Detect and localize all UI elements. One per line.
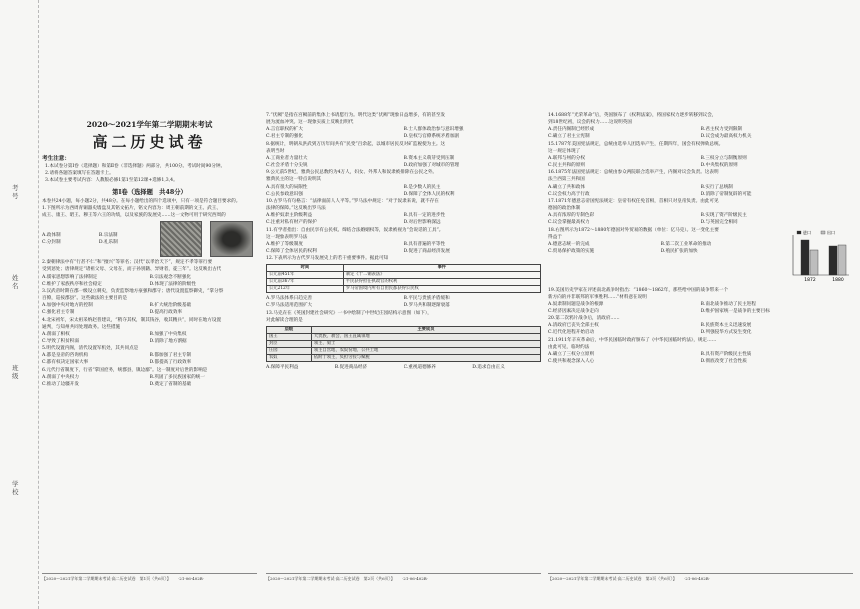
answer-option: A.清政府已丧失全部主权: [548, 323, 599, 329]
answer-option: D.殖民扩张的加快: [660, 248, 698, 254]
answer-option: C.都有权决定国家大事: [42, 360, 89, 366]
notice-line: 1.本试卷分第Ⅰ卷（选择题）和第Ⅱ卷（非选择题）两部分，共100分。考试时间90分钟。: [45, 164, 226, 170]
question-text: 17.1871年德意志帝国宪法规定：皇帝有权任免首相，首相只对皇帝负责。由此可见: [548, 198, 719, 204]
answer-option: B.具有普遍的平等性: [403, 241, 446, 247]
question-text: 受到惩处；唐律规定“诸祖父母、父母在，而子孙别籍、异财者，徒三年”。这反映出古代: [42, 267, 222, 273]
answer-option: D.议会成为最高权力机关: [700, 134, 752, 140]
table-cell: 农奴: [267, 354, 312, 361]
question-text: 3.汉武帝时期在郡一级设立刺史，负责监察地方豪强和郡守；唐代设置监察御史，“掌分察: [42, 288, 224, 294]
table-header: 事件: [343, 265, 540, 272]
exam-page-1: [42, 112, 257, 582]
question-text: 百僚，巡按郡县”。这些做法的主要目的是: [42, 296, 128, 302]
answer-option: D.政府加强了对城市的管理: [403, 163, 460, 169]
answer-option: C.罗马法适用范围扩大: [266, 303, 313, 309]
question-text: 展为流血冲突。这一现象实质上反映出明代: [266, 120, 354, 126]
answer-option: A.具有浓厚的专制色彩: [548, 213, 595, 219]
answer-option: D.保障了全体人民的权利: [403, 191, 455, 197]
question-text: 10.古罗马有句格言：“法律面前人人平等。”罗马法中规定：“对于奴隶来说，就不存在: [266, 198, 439, 204]
page-footer: [42, 573, 257, 582]
legend-swatch: [797, 231, 801, 234]
chart-tick-label: 1880: [832, 277, 844, 283]
answer-option: B.具有资产阶级民主性质: [700, 351, 752, 357]
answer-option: B.促进商品经济: [334, 364, 368, 370]
answer-option: D.消除了帝制复辟的可能: [700, 191, 752, 197]
answer-option: D.都提高了行政效率: [149, 360, 192, 366]
answer-option: A.具有很大的局限性: [266, 184, 308, 190]
question-text: 12.下表所示为古代罗马发展史上的若干重要事件。据此可知: [266, 256, 389, 262]
question-text: 1.下图所示为西周青铜器史墙盘及其铭文拓片，铭文内容为：周王朝前期的文王、武王、: [42, 205, 221, 211]
answer-option: B.扩大统治阶级基础: [149, 303, 192, 309]
table-cell: 庄园: [267, 347, 312, 354]
answer-option: B.民族资本主义迅速发展: [700, 323, 752, 329]
table-header: 层级: [267, 326, 312, 333]
binding-label-class: 班级: [12, 364, 19, 380]
answer-option: B.第二次工业革命的推动: [660, 241, 712, 247]
answer-option: D.消除了地方割据: [149, 338, 187, 344]
notice-line: 2.请将各题答案填写在答题卡上。: [45, 171, 114, 177]
question-text: 9.公元前5世纪，雅典公民总数约为4万人，妇女、外邦人和奴隶被排除在公民之外。: [266, 170, 438, 176]
question-text: 表明当时: [266, 148, 285, 154]
binding-label-school: 学校: [12, 480, 19, 496]
answer-option: D.提高行政效率: [149, 310, 183, 316]
footer-page-info: 【2020～2021学年第二学期期末考试·高二历史试卷 第1页（共6页）】: [42, 575, 171, 581]
table-cell: 制定《十二铜表法》: [343, 272, 540, 279]
answer-option: B.平民与贵族矛盾缓和: [403, 296, 450, 302]
answer-option: B.实现了资产阶级民主: [700, 213, 747, 219]
legend-label: 出口: [827, 229, 835, 235]
question-text: 新方向的并非联邦的军事胜利……”材料意在说明: [548, 294, 647, 300]
table-cell: 封臣: [267, 340, 312, 347]
binding-label-name: 姓名: [12, 274, 19, 290]
table-cell: 领主、骑士: [311, 340, 540, 347]
answer-option: D.礼乐制: [98, 240, 118, 246]
table-cell: 公元前367年: [267, 279, 344, 286]
answer-option: D.促进了商品经济发展: [403, 248, 450, 254]
question-text: 5.明代设置内阁，清代设置军机处，其共同点是: [42, 346, 139, 352]
section-description: 本卷共24小题，每小题2分，共48分。在每小题给出的四个选项中，只有一项是符合题目要求的。: [42, 198, 241, 204]
answer-option: A.责任内阁制已经形成: [548, 127, 595, 133]
answer-option: B.巩固了多民族国家的统一: [149, 374, 205, 380]
table-cell: 领主自营地、农奴份地、公共土地: [311, 347, 540, 354]
legend-swatch: [821, 231, 825, 234]
table-row: [267, 354, 541, 361]
question-text: 4.北宋初年，宋太祖采纳赵普建议，“稍夺其权，制其钱谷，收其精兵”，同时在地方设置: [42, 317, 222, 323]
question-text: 由此可见，临时约法: [548, 344, 590, 350]
binding-margin: [0, 0, 39, 609]
answer-option: C.民主共和的原则: [548, 163, 585, 169]
question-text: 7.“伏阙”是指在宫阙前的集体上书请愿行为。明代这类“伏阙”现象日益增多，有的甚至发: [266, 113, 446, 118]
notice-heading: 考生注意：: [42, 156, 70, 162]
table-row: [267, 279, 541, 286]
answer-option: C.维护了家族秩序和社会稳定: [42, 281, 102, 287]
question-text: 20.第二次鸦片战争后，清政府……: [548, 316, 620, 322]
chart-bar: [829, 246, 837, 275]
answer-option: B.宗法制: [98, 233, 118, 239]
answer-option: C.保障了全体居民的权利: [266, 248, 317, 254]
question-text: 6.元代行省制度下，行省“掌国庶务，统郡县，镇边鄙”。这一制度对后世的影响是: [42, 367, 208, 373]
answer-option: C.贸易保护政策的实施: [548, 248, 595, 254]
table-header: 主要成员: [311, 326, 540, 333]
answer-option: A.德意志统一的完成: [548, 241, 590, 247]
answer-option: D.彻底改变了社会性质: [700, 359, 747, 365]
question-text: 对此解读合理的是: [266, 317, 303, 323]
answer-option: A.保障平民利益: [266, 364, 299, 370]
question-text: 8.据统计，明朝从洪武到万历年间共有“民变”百余起，以城市居民反对矿监税使为主。这: [266, 141, 446, 147]
binding-label-exam-number: 考号: [12, 184, 19, 200]
answer-option: D.对后世影响深远: [403, 220, 441, 226]
bronze-vessel-photo: [160, 221, 203, 257]
page-footer: [548, 573, 853, 582]
question-text: 法律的保障。”这反映出罗马法: [266, 206, 326, 212]
answer-option: C.使共和观念深入人心: [548, 359, 595, 365]
answer-option: C.公民参政意识强: [266, 191, 303, 197]
manor-structure-table: [266, 326, 541, 362]
answer-option: B.士人群体政治参与意识增强: [403, 127, 464, 133]
answer-option: D.皇权与官僚系统矛盾加剧: [403, 134, 460, 140]
table-row: [267, 286, 541, 293]
answer-option: A.奴隶制问题是战争的根源: [548, 301, 604, 307]
answer-option: A.政体制: [42, 233, 61, 239]
answer-option: D.追求自由正义: [472, 364, 505, 370]
answer-option: C.强化君主专制: [42, 310, 75, 316]
answer-option: B.都加强了君主专制: [149, 353, 192, 359]
answer-option: A.都是皇帝的咨询机构: [42, 353, 89, 359]
question-text: 成王、康王、昭王、穆王等六王的功绩，以及家族的发展史……这一文物可用于研究西周的: [42, 213, 226, 219]
exam-title: 2020～2021学年第二学期期末考试: [86, 120, 213, 129]
inscription-rubbing-image: [210, 221, 253, 257]
question-text: 13.马克垚在《英国封建社会研究》一书中绘制了中世纪庄园结构示意图（如下），: [266, 310, 432, 316]
answer-option: C.议会掌握最高权力: [548, 220, 590, 226]
chart-tick-label: 1872: [804, 277, 816, 283]
answer-option: A.儒家思想影响了法律制定: [42, 274, 98, 280]
answer-option: B.三权分立与制衡原则: [700, 155, 747, 161]
table-cell: 依附于领主，负担劳役与赋税: [311, 354, 540, 361]
answer-option: A.削弱了中央权力: [42, 374, 79, 380]
question-text: 德国的政治体制: [548, 206, 581, 212]
answer-option: D.体现了法律的阶级性: [149, 281, 196, 287]
answer-option: A.联邦与州的分权: [548, 155, 585, 161]
chart-bar: [838, 245, 846, 275]
answer-option: B.宗法观念不断强化: [149, 274, 192, 280]
footer-page-info: 【2020～2021学年第二学期期末考试·高二历史试卷 第2页（共6页）】: [266, 575, 395, 581]
answer-option: D.维护国家统一是战争的主要目标: [700, 308, 770, 314]
question-text: 16.1875年法国宪法规定：总统由参众两院联合选举产生，内阁对议会负责。这表明: [548, 170, 719, 176]
question-text: 法兰西第三共和国: [548, 177, 585, 183]
table-cell: 罗马帝国境内所有自由民都获得公民权: [343, 286, 540, 293]
answer-option: D.罗马共和制逐渐衰落: [403, 303, 450, 309]
table-row: [267, 347, 541, 354]
table-cell: 平民获得担任执政官的权利: [343, 279, 540, 286]
table-row: [267, 272, 541, 279]
answer-option: A.加强中央对地方的控制: [42, 303, 93, 309]
trade-bar-chart: [783, 229, 853, 285]
answer-option: C.注重对私有财产的保护: [266, 220, 317, 226]
answer-option: C.君主专制的强化: [266, 134, 303, 140]
answer-option: A.削弱了相权: [42, 331, 70, 337]
question-text: 14.1688年“光荣革命”后，英国颁布了《权利法案》，将国家权力逐步转移到议会，: [548, 113, 717, 118]
page-footer: [266, 573, 541, 582]
question-text: 21.1911年辛亥革命后，中华民国临时政府颁布了《中华民国临时约法》，规定……: [548, 337, 717, 343]
question-text: 雅典民主的这一特点说明其: [266, 177, 322, 183]
chart-bar: [810, 250, 818, 275]
answer-option: A.维护奴隶主阶级利益: [266, 213, 313, 219]
table-cell: 国王: [267, 333, 312, 340]
answer-option: C.社会矛盾十分尖锐: [266, 163, 308, 169]
answer-option: B.君主权力受到限制: [700, 127, 743, 133]
table-header: 时间: [267, 265, 344, 272]
answer-option: B.是少数人的民主: [403, 184, 441, 190]
question-text: 得益于: [548, 234, 562, 240]
answer-option: D.中央集权的原则: [700, 163, 738, 169]
question-text: 11.有学者指出：自由民享有公民权、缔结合法婚姻权等，奴隶被视为“会说话的工具”。: [266, 227, 444, 233]
answer-option: C.分封制: [42, 240, 61, 246]
notice-line: 3.本试卷主要考试内容：人教版必修1第1至第12课+选修1,3,4。: [45, 178, 178, 184]
answer-option: D.奠定了省制的基础: [149, 381, 192, 387]
answer-option: C.导致了积贫积弱: [42, 338, 79, 344]
answer-option: A.确立了三权分立原则: [548, 351, 595, 357]
answer-option: C.近代化进程开始启动: [548, 330, 595, 336]
exam-page-3: [548, 112, 853, 582]
answer-option: A.维护了等级制度: [266, 241, 303, 247]
answer-option: C.重视道德修养: [403, 364, 436, 370]
answer-option: B.资本主义萌芽受到压制: [403, 155, 455, 161]
answer-option: A.言官职权的扩大: [266, 127, 303, 133]
footer-page-info: 【2020～2021学年第二学期期末考试·高二历史试卷 第3页（共6页）】: [548, 575, 677, 581]
table-row: [267, 333, 541, 340]
question-text: 到18世纪初，议会的权力……这说明英国: [548, 120, 632, 126]
footer-code: ·21-06-402B·: [178, 575, 205, 581]
answer-option: D.列强侵华方式发生变化: [700, 330, 752, 336]
chart-bar: [801, 240, 809, 275]
exam-page-2: [266, 112, 541, 582]
question-text: 2.秦朝律法中有“行甚不仁”和“擅兴”等罪名；汉代“以孝治天下”，规定不孝等罪行要: [42, 260, 213, 266]
legend-label: 进口: [803, 229, 811, 235]
footer-code: ·21-06-402B·: [402, 575, 429, 581]
question-text: 18.右图所示为1872～1880年德国对外贸易的数据（单位：亿马克）。这一变化主要: [548, 227, 719, 233]
answer-option: B.南北战争推动了民主进程: [700, 301, 756, 307]
answer-option: C.经济因素决定战争走向: [548, 308, 599, 314]
table-cell: 公元前451年: [267, 272, 344, 279]
answer-option: C.确立了君主立宪制: [548, 134, 590, 140]
section-heading: 第Ⅰ卷（选择题 共48分）: [112, 188, 187, 196]
table-cell: 公元212年: [267, 286, 344, 293]
question-text: 15.1787年美国宪法规定，总统由选举人团选举产生，任期四年，国会有权弹劾总统。: [548, 141, 724, 147]
answer-option: D.与英国完全相同: [700, 220, 738, 226]
question-text: 19.美国历史学家在评述南北战争时指出：“1860～1862年，那些给中国的战争带来一个: [548, 287, 729, 293]
answer-option: A.确立了共和政体: [548, 184, 585, 190]
question-text: 通判，与知州共同处理政务。这些措施: [42, 324, 121, 330]
answer-option: A.工商业者力量壮大: [266, 155, 308, 161]
answer-option: B.具有一定的进步性: [403, 213, 446, 219]
table-row: [267, 340, 541, 347]
roman-history-table: [266, 264, 541, 293]
question-text: 这一规定体现了: [548, 148, 581, 154]
answer-option: A.罗马法体系日趋完善: [266, 296, 313, 302]
footer-code: ·21-06-402B·: [684, 575, 711, 581]
question-text: 这一现象表明罗马法: [266, 234, 308, 240]
answer-option: B.加强了中央集权: [149, 331, 187, 337]
exam-subject: 高二历史试卷: [92, 133, 207, 151]
answer-option: C.推动了边疆开发: [42, 381, 79, 387]
answer-option: B.实行了总统制: [700, 184, 733, 190]
answer-option: C.议会权力高于行政: [548, 191, 590, 197]
table-cell: 大贵族、教会、国王直属领地: [311, 333, 540, 340]
